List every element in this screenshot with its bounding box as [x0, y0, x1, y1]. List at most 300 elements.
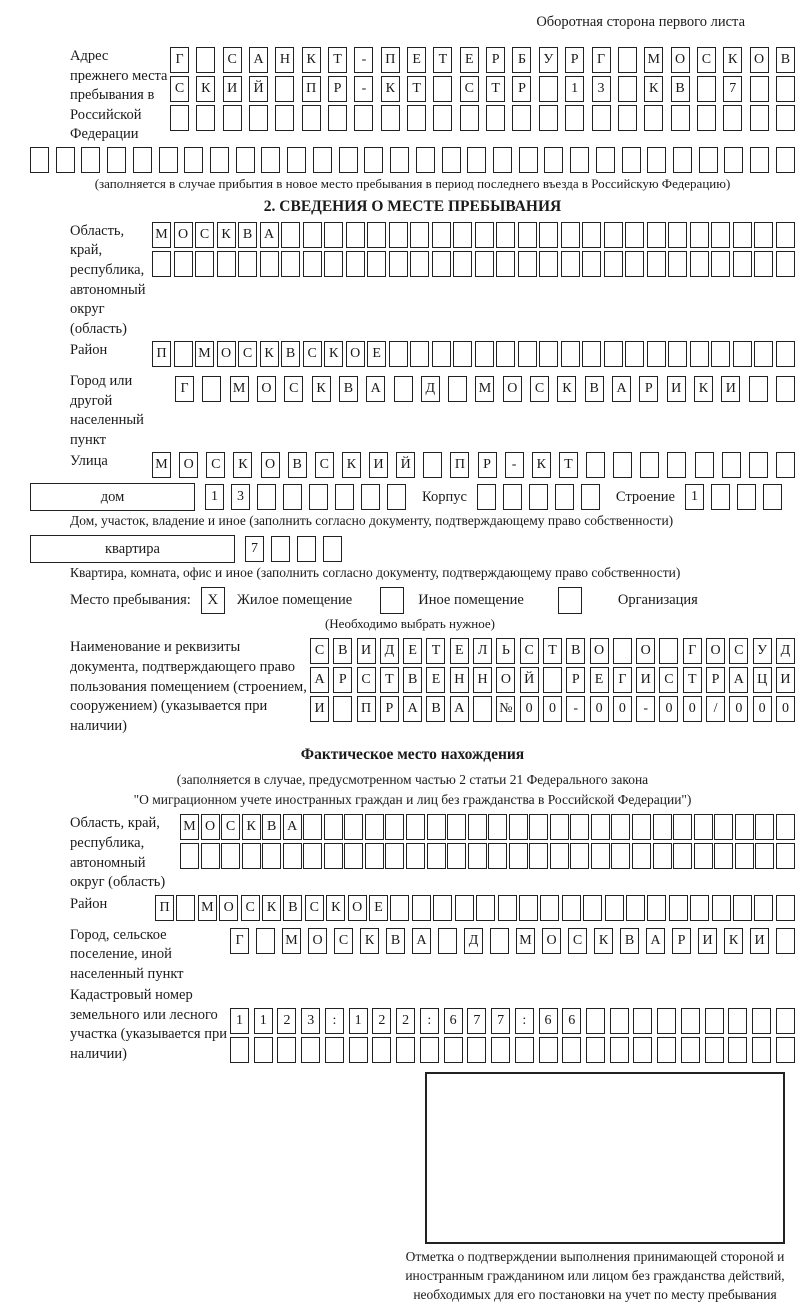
char-box: Р: [478, 452, 497, 478]
char-box: И: [357, 638, 376, 664]
char-box: О: [496, 667, 515, 693]
char-box: Е: [590, 667, 609, 693]
field-cadastral: [30, 986, 795, 1066]
char-box: 6: [539, 1008, 558, 1034]
char-box: [671, 105, 690, 131]
char-box: [323, 536, 342, 562]
char-box: [752, 1037, 771, 1063]
char-box: [586, 452, 605, 478]
char-box: [581, 484, 600, 510]
char-box: [184, 147, 203, 173]
char-box: О: [348, 895, 367, 921]
char-box: [711, 222, 730, 248]
char-box: 1: [349, 1008, 368, 1034]
organization-label: Организация: [617, 592, 698, 609]
char-box: [622, 147, 641, 173]
char-box: [324, 251, 343, 277]
char-box: [196, 47, 215, 73]
char-box: В: [238, 222, 257, 248]
house-caption: Дом, участок, владение и иное (заполнить согласно документу, подтверждающему право собственности): [70, 513, 674, 529]
district-label: Район: [70, 342, 108, 359]
char-box: К: [233, 452, 252, 478]
char-box: -: [354, 76, 373, 102]
char-box: Л: [473, 638, 492, 664]
char-box: [755, 814, 774, 840]
char-box: [475, 251, 494, 277]
char-box: [202, 376, 221, 402]
char-box: [596, 147, 615, 173]
char-box-row: [170, 47, 795, 73]
char-box: [705, 1037, 724, 1063]
apartment-number-boxes: [245, 536, 342, 562]
char-box: [690, 251, 709, 277]
char-box: [540, 895, 559, 921]
char-box: [776, 341, 795, 367]
char-box: [711, 341, 730, 367]
char-box: 1: [565, 76, 584, 102]
char-box: [174, 251, 193, 277]
char-box: Г: [170, 47, 189, 73]
char-box: О: [257, 376, 276, 402]
char-box: Г: [683, 638, 702, 664]
char-box: [633, 1037, 652, 1063]
char-box: 2: [396, 1008, 415, 1034]
char-box: 2: [277, 1008, 296, 1034]
char-box: [201, 843, 220, 869]
char-box: Т: [407, 76, 426, 102]
char-box: [625, 341, 644, 367]
char-box: [281, 222, 300, 248]
char-box: [176, 895, 195, 921]
char-box: [217, 251, 236, 277]
char-box: [544, 147, 563, 173]
char-box: 0: [543, 696, 562, 722]
stay-type-label: Место пребывания:: [70, 592, 191, 609]
char-box: [448, 376, 467, 402]
char-box: [668, 341, 687, 367]
char-box: [498, 895, 517, 921]
char-box: К: [644, 76, 663, 102]
char-box: М: [516, 928, 535, 954]
char-box: М: [644, 47, 663, 73]
char-box: [416, 147, 435, 173]
char-box: К: [342, 452, 361, 478]
char-box: [256, 928, 275, 954]
char-box: [749, 452, 768, 478]
char-box: Е: [426, 667, 445, 693]
char-box: О: [261, 452, 280, 478]
char-box: [657, 1008, 676, 1034]
char-box: Р: [333, 667, 352, 693]
char-box: Г: [230, 928, 249, 954]
char-box: 0: [776, 696, 795, 722]
char-box: [152, 251, 171, 277]
char-box: [776, 843, 795, 869]
stroenie-boxes: [685, 484, 782, 510]
char-box: [133, 147, 152, 173]
char-box: [302, 105, 321, 131]
char-box: [714, 843, 733, 869]
char-box: [221, 843, 240, 869]
char-box: 7: [491, 1008, 510, 1034]
char-box: [604, 251, 623, 277]
other-premises-label: Иное помещение: [418, 592, 524, 609]
char-box: [562, 1037, 581, 1063]
char-box: [570, 843, 589, 869]
char-box: 7: [723, 76, 742, 102]
street-label: Улица: [70, 453, 108, 470]
char-box: [610, 1008, 629, 1034]
char-box: [223, 105, 242, 131]
char-box: [610, 1037, 629, 1063]
char-box: С: [170, 76, 189, 102]
char-box: [297, 536, 316, 562]
char-box: [354, 105, 373, 131]
char-box: С: [697, 47, 716, 73]
char-box: [705, 1008, 724, 1034]
char-box: [529, 484, 548, 510]
char-box: [394, 376, 413, 402]
char-box: [539, 105, 558, 131]
char-box: [365, 843, 384, 869]
char-box: О: [179, 452, 198, 478]
char-box: [749, 376, 768, 402]
char-box: [668, 222, 687, 248]
char-box: 7: [467, 1008, 486, 1034]
char-box-row: [230, 928, 795, 954]
char-box: [582, 341, 601, 367]
char-box: [488, 814, 507, 840]
apartment-type-box: квартира: [30, 535, 235, 563]
char-box: [647, 222, 666, 248]
char-box: [690, 222, 709, 248]
field-apartment: [30, 535, 795, 563]
char-box: Т: [380, 667, 399, 693]
char-box: [410, 341, 429, 367]
char-box: [539, 341, 558, 367]
char-box: [518, 222, 537, 248]
char-box: Е: [407, 47, 426, 73]
char-box: [605, 895, 624, 921]
char-box: [673, 147, 692, 173]
char-box: А: [612, 376, 631, 402]
char-box: П: [302, 76, 321, 102]
char-box: [625, 251, 644, 277]
prev-address-boxes: [170, 47, 795, 134]
char-box: [668, 251, 687, 277]
char-box: О: [346, 341, 365, 367]
char-box: [410, 251, 429, 277]
char-box: 0: [613, 696, 632, 722]
checkbox-other-premises: [380, 587, 404, 614]
char-box-row: [180, 814, 795, 840]
char-box: [455, 895, 474, 921]
char-box: А: [729, 667, 748, 693]
char-box: 1: [685, 484, 704, 510]
checkbox-residential: X: [201, 587, 225, 614]
char-box: [754, 895, 773, 921]
char-box: [695, 452, 714, 478]
char-box: [543, 667, 562, 693]
char-box: [711, 251, 730, 277]
char-box: [586, 1008, 605, 1034]
char-box: И: [636, 667, 655, 693]
stamp-box: [425, 1072, 785, 1244]
char-box: Р: [566, 667, 585, 693]
char-box: И: [223, 76, 242, 102]
char-box-row: [175, 376, 795, 402]
char-box: К: [260, 341, 279, 367]
char-box: [346, 222, 365, 248]
char-box: Е: [403, 638, 422, 664]
char-box: [776, 105, 795, 131]
char-box: [460, 105, 479, 131]
char-box: Т: [559, 452, 578, 478]
char-box: [390, 895, 409, 921]
char-box: А: [310, 667, 329, 693]
prev-address-caption: (заполняется в случае прибытия в новое место пребывания в период последнего въезда в Российскую Федерацию): [94, 175, 731, 191]
city-actual-label: Город, сельское поселение, иной населенный пункт: [70, 926, 184, 982]
char-box: Р: [380, 696, 399, 722]
char-box: В: [283, 895, 302, 921]
char-box: [737, 484, 756, 510]
char-box: А: [412, 928, 431, 954]
char-box: [271, 536, 290, 562]
char-box: 6: [444, 1008, 463, 1034]
char-box: [626, 895, 645, 921]
actual-location-caption: [30, 770, 795, 809]
char-box: С: [460, 76, 479, 102]
char-box: [180, 843, 199, 869]
char-box: 7: [245, 536, 264, 562]
char-box: А: [403, 696, 422, 722]
char-box: [447, 843, 466, 869]
char-box: [475, 341, 494, 367]
char-box: [427, 814, 446, 840]
char-box: [170, 105, 189, 131]
char-box: М: [282, 928, 301, 954]
char-box: :: [325, 1008, 344, 1034]
char-box: [604, 222, 623, 248]
char-box: [491, 1037, 510, 1063]
char-box: [613, 452, 632, 478]
char-box: [477, 484, 496, 510]
char-box: [550, 814, 569, 840]
char-box: [372, 1037, 391, 1063]
char-box: Й: [520, 667, 539, 693]
char-box: У: [753, 638, 772, 664]
char-box: [406, 814, 425, 840]
char-box: Р: [672, 928, 691, 954]
char-box: [724, 147, 743, 173]
char-box: [733, 341, 752, 367]
char-box: [407, 105, 426, 131]
char-box: [754, 251, 773, 277]
char-box: [493, 147, 512, 173]
char-box: Е: [460, 47, 479, 73]
char-box: -: [636, 696, 655, 722]
char-box: К: [723, 47, 742, 73]
char-box: [694, 814, 713, 840]
char-box: [324, 222, 343, 248]
char-box: Е: [369, 895, 388, 921]
char-box-row: [152, 222, 795, 248]
char-box: [406, 843, 425, 869]
char-box: /: [706, 696, 725, 722]
char-box: Е: [450, 638, 469, 664]
char-box: [561, 222, 580, 248]
char-box: [592, 105, 611, 131]
char-box: 6: [562, 1008, 581, 1034]
char-box: 0: [659, 696, 678, 722]
char-box: [339, 147, 358, 173]
char-box: [714, 814, 733, 840]
house-number-boxes: [205, 484, 406, 510]
char-box: Р: [512, 76, 531, 102]
char-box: [647, 895, 666, 921]
char-box: [283, 843, 302, 869]
char-box: [242, 843, 261, 869]
char-box: С: [334, 928, 353, 954]
char-box: [423, 452, 442, 478]
char-box: [277, 1037, 296, 1063]
char-box: [735, 843, 754, 869]
char-box: [690, 341, 709, 367]
char-box: И: [369, 452, 388, 478]
field-street: [30, 452, 795, 481]
cadastral-label: Кадастровый номер земельного или лесного участка (указывается при наличии): [70, 987, 227, 1062]
char-box: [468, 843, 487, 869]
char-box: Г: [592, 47, 611, 73]
char-box: О: [671, 47, 690, 73]
char-box: [518, 341, 537, 367]
char-box: [249, 105, 268, 131]
char-box: 0: [520, 696, 539, 722]
district-actual-label: Район: [70, 895, 108, 912]
char-box: К: [360, 928, 379, 954]
char-box: [496, 222, 515, 248]
char-box: [196, 105, 215, 131]
char-box: [257, 484, 276, 510]
char-box: 1: [254, 1008, 273, 1034]
char-box: [618, 47, 637, 73]
char-box: С: [315, 452, 334, 478]
char-box: [550, 843, 569, 869]
char-box: [488, 843, 507, 869]
char-box: [254, 1037, 273, 1063]
char-box: М: [475, 376, 494, 402]
char-box: [361, 484, 380, 510]
char-box: [681, 1037, 700, 1063]
char-box: А: [450, 696, 469, 722]
char-box: Р: [639, 376, 658, 402]
char-box: [519, 147, 538, 173]
char-box: С: [357, 667, 376, 693]
char-box: К: [326, 895, 345, 921]
char-box: О: [750, 47, 769, 73]
char-box: С: [206, 452, 225, 478]
char-box: [275, 76, 294, 102]
char-box: [539, 251, 558, 277]
char-box: [570, 814, 589, 840]
char-box: :: [515, 1008, 534, 1034]
char-box: [583, 895, 602, 921]
char-box: [582, 222, 601, 248]
char-box-row: [310, 696, 795, 722]
field-district-actual: [30, 895, 795, 924]
field-region: [30, 222, 795, 339]
char-box: [261, 147, 280, 173]
char-box: Н: [450, 667, 469, 693]
house-type-box: дом: [30, 483, 195, 511]
char-box: К: [557, 376, 576, 402]
field-region-actual: [30, 814, 795, 892]
char-box: [667, 452, 686, 478]
char-box: С: [241, 895, 260, 921]
char-box: [195, 251, 214, 277]
char-box: [539, 222, 558, 248]
char-box: М: [152, 452, 171, 478]
char-box: И: [667, 376, 686, 402]
char-box: [582, 251, 601, 277]
char-box: О: [636, 638, 655, 664]
char-box: С: [303, 341, 322, 367]
char-box: [467, 1037, 486, 1063]
char-box: [728, 1037, 747, 1063]
char-box: [433, 76, 452, 102]
char-box: 3: [592, 76, 611, 102]
char-box: [735, 814, 754, 840]
char-box: [644, 105, 663, 131]
char-box: Н: [473, 667, 492, 693]
char-box: [475, 222, 494, 248]
char-box-row: [155, 895, 795, 921]
char-box: [647, 251, 666, 277]
char-box: [570, 147, 589, 173]
char-box: С: [305, 895, 324, 921]
region-label: Область, край, республика, автономный округ (область): [70, 222, 146, 337]
char-box: [490, 928, 509, 954]
char-box: К: [312, 376, 331, 402]
char-box: В: [403, 667, 422, 693]
char-box: [389, 222, 408, 248]
char-box-row: [230, 1008, 795, 1034]
char-box: В: [426, 696, 445, 722]
char-box: О: [542, 928, 561, 954]
char-box: К: [302, 47, 321, 73]
char-box: 1: [205, 484, 224, 510]
char-box: Н: [275, 47, 294, 73]
char-box-row: [310, 667, 795, 693]
char-box: [690, 895, 709, 921]
char-box: [503, 484, 522, 510]
char-box: [711, 484, 730, 510]
char-box-row: [170, 76, 795, 102]
char-box: [512, 105, 531, 131]
char-box: [303, 814, 322, 840]
char-box-row: [152, 341, 795, 367]
char-box: А: [260, 222, 279, 248]
char-box: [763, 484, 782, 510]
char-box: В: [262, 814, 281, 840]
char-box: [728, 1008, 747, 1034]
char-box: А: [249, 47, 268, 73]
char-box: П: [381, 47, 400, 73]
stay-type-note: (Необходимо выбрать нужное): [324, 616, 496, 632]
char-box: [453, 222, 472, 248]
char-box: К: [694, 376, 713, 402]
char-box: Ц: [753, 667, 772, 693]
